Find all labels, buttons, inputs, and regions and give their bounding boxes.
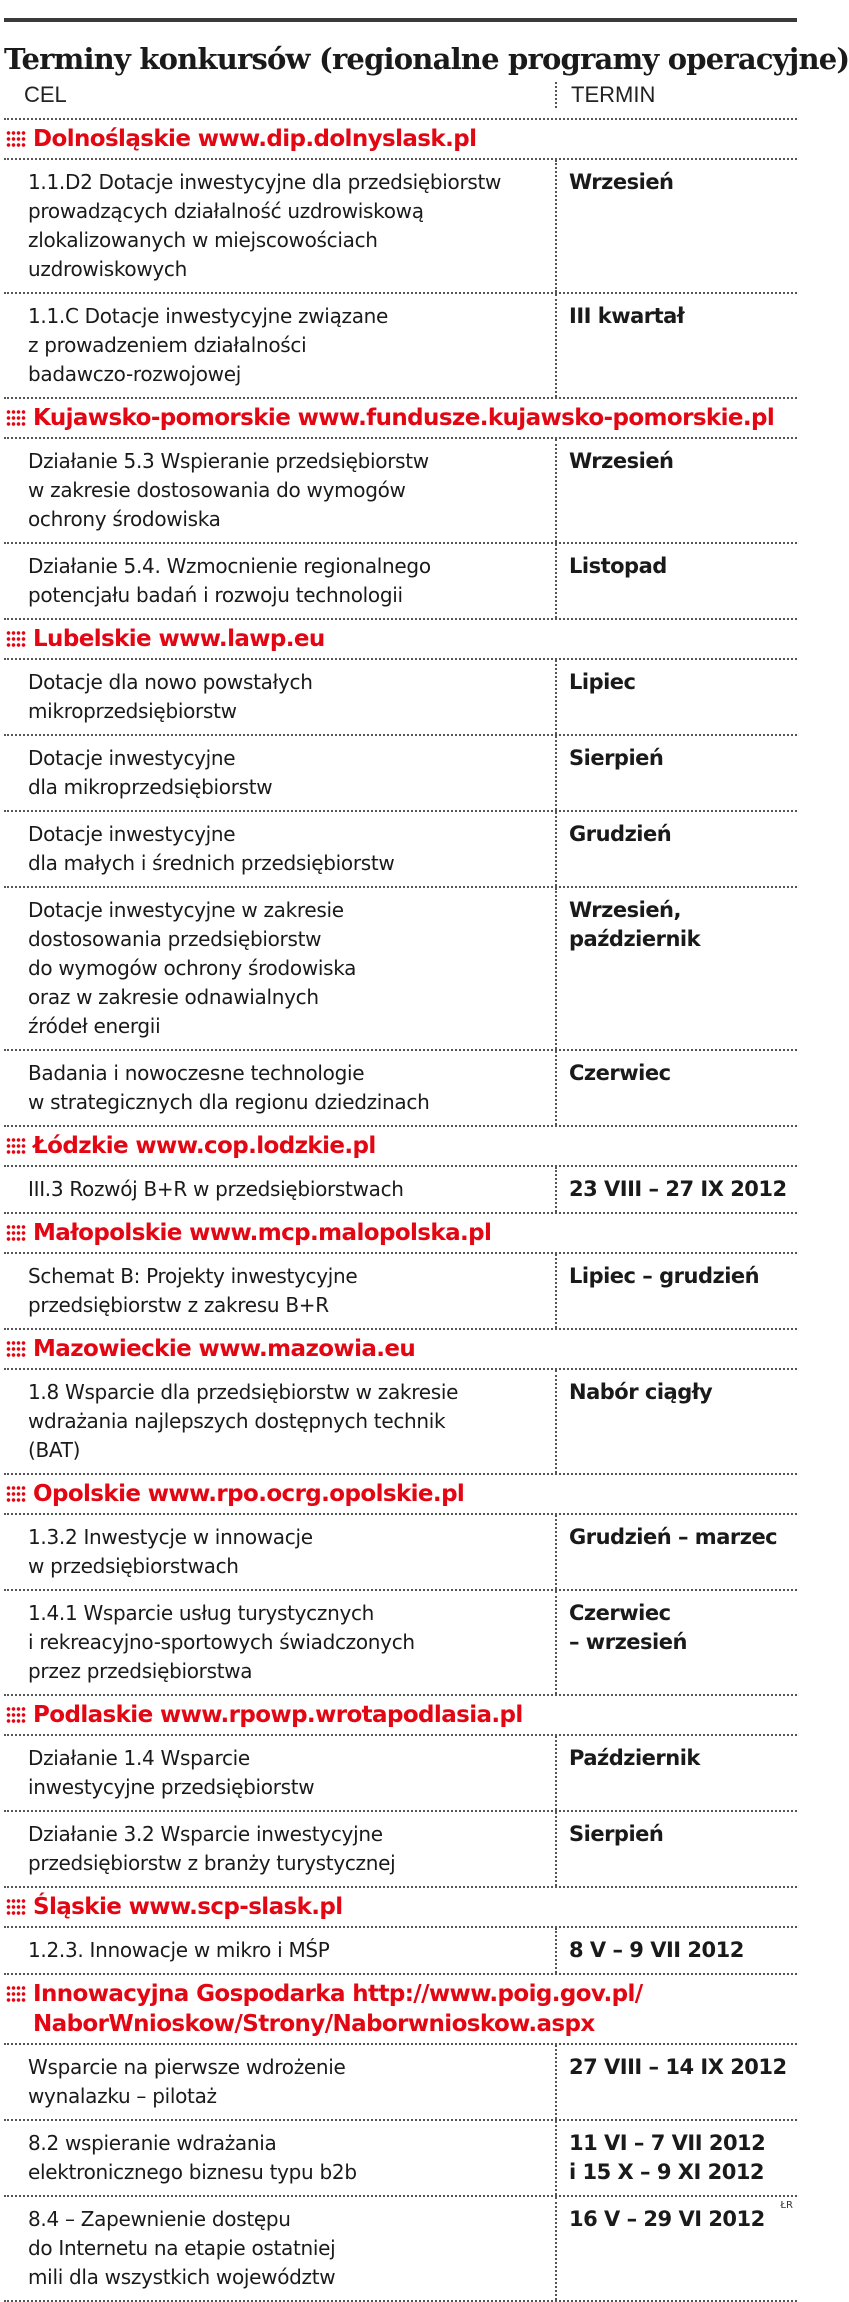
cel-cell: 1.1.D2 Dotacje inwestycyjne dla przedsiębiorstw prowadzących działalność uzdrowiskową zlokalizowanych w miejscowościach uzdrowiskowych [28,170,502,281]
termin-cell: Czerwiec – wrzesień [555,1591,797,1694]
termin-cell: Nabór ciągły [555,1370,797,1473]
dotted-grid-icon [6,130,26,148]
cel-cell: 1.1.C Dotacje inwestycyjne związane z prowadzeniem działalności badawczo-rozwojowej [28,304,389,386]
table-row [4,2121,797,2197]
termin-cell: Sierpień [555,736,797,810]
table-row [4,544,797,620]
section-title: Mazowieckie www.mazowia.eu [33,1336,416,1362]
cel-cell: Dotacje inwestycyjne w zakresie dostosowania przedsiębiorstw do wymogów ochrony środowiska oraz w zakresie odnawialnych źródeł energii [28,898,357,1038]
section-title: Śląskie www.scp-slask.pl [33,1894,343,1920]
table-row [4,1928,797,1975]
dotted-grid-icon [6,630,26,648]
cel-cell: Działanie 3.2 Wsparcie inwestycyjne przedsiębiorstw z branży turystycznej [28,1822,396,1875]
dotted-grid-icon [6,1706,26,1724]
cel-cell: Badania i nowoczesne technologie w strategicznych dla regionu dziedzinach [28,1061,430,1114]
table-row [4,439,797,544]
table-row [4,1591,797,1696]
cel-cell: Dotacje dla nowo powstałych mikroprzedsiębiorstw [28,670,313,723]
termin-cell: Czerwiec [555,1051,797,1125]
cel-cell: 1.8 Wsparcie dla przedsiębiorstw w zakresie wdrażania najlepszych dostępnych technik (BAT) [28,1380,459,1462]
termin-cell: Grudzień – marzec [555,1515,797,1589]
cel-cell: Dotacje inwestycyjne dla mikroprzedsiębiorstw [28,746,273,799]
section-title: Małopolskie www.mcp.malopolska.pl [33,1220,492,1246]
section-header [4,1975,797,2045]
table-row [4,1736,797,1812]
section-header [4,1214,797,1254]
cel-cell: III.3 Rozwój B+R w przedsiębiorstwach [28,1177,404,1201]
column-header-cel: CEL [24,82,67,107]
table-row [4,812,797,888]
dotted-grid-icon [6,1340,26,1358]
author-credit: ŁR [780,2200,793,2211]
termin-cell: Wrzesień, październik [555,888,797,1049]
dotted-grid-icon [6,1485,26,1503]
cel-cell: 1.3.2 Inwestycje w innowacje w przedsiębiorstwach [28,1525,313,1578]
dotted-grid-icon [6,1985,26,2003]
section-title: Łódzkie www.cop.lodzkie.pl [33,1133,376,1159]
dotted-grid-icon [6,1224,26,1242]
termin-cell: Sierpień [555,1812,797,1886]
table-row [4,1370,797,1475]
dotted-grid-icon [6,409,26,427]
dotted-grid-icon [6,1137,26,1155]
section-header [4,620,797,660]
section-header [4,1127,797,1167]
termin-cell: 16 V – 29 VI 2012 [555,2197,797,2300]
cel-cell: Schemat B: Projekty inwestycyjne przedsiębiorstw z zakresu B+R [28,1264,358,1317]
section-title: Dolnośląskie www.dip.dolnyslask.pl [33,126,477,152]
cel-cell: 1.2.3. Innowacje w mikro i MŚP [28,1938,330,1962]
cel-cell: Działanie 5.3 Wspieranie przedsiębiorstw w zakresie dostosowania do wymogów ochrony środowiska [28,449,429,531]
section-title: Podlaskie www.rpowp.wrotapodlasia.pl [33,1702,523,1728]
termin-cell: 8 V – 9 VII 2012 [555,1928,797,1973]
table-body [4,120,797,2302]
table-row [4,660,797,736]
termin-cell: Lipiec – grudzień [555,1254,797,1328]
cel-cell: 1.4.1 Wsparcie usług turystycznych i rekreacyjno-sportowych świadczonych przez przedsiębiorstwa [28,1601,415,1683]
table-row [4,160,797,294]
table-row [4,1051,797,1127]
termin-cell: 27 VIII – 14 IX 2012 [555,2045,797,2119]
section-header [4,1888,797,1928]
termin-cell: Październik [555,1736,797,1810]
termin-cell: Lipiec [555,660,797,734]
table-row [4,1515,797,1591]
termin-cell: 11 VI – 7 VII 2012 i 15 X – 9 XI 2012 [555,2121,797,2195]
cel-cell: Wsparcie na pierwsze wdrożenie wynalazku – pilotaż [28,2055,346,2108]
page [0,18,849,2289]
column-header-termin: TERMIN [555,82,797,108]
section-header [4,1696,797,1736]
cel-cell: Działanie 5.4. Wzmocnienie regionalnego potencjału badań i rozwoju technologii [28,554,431,607]
termin-cell: Wrzesień [555,439,797,542]
termin-cell: Listopad [555,544,797,618]
section-title: Opolskie www.rpo.ocrg.opolskie.pl [33,1481,465,1507]
top-rule [4,18,797,22]
table-row [4,1254,797,1330]
section-title: Lubelskie www.lawp.eu [33,626,325,652]
termin-cell: III kwartał [555,294,797,397]
section-title: Kujawsko-pomorskie www.fundusze.kujawsko-pomorskie.pl [33,405,775,431]
section-title: Innowacyjna Gospodarka http://www.poig.gov.pl/ NaborWnioskow/Strony/Naborwnioskow.aspx [33,1981,643,2037]
table-header [4,76,797,120]
termin-cell: Grudzień [555,812,797,886]
page-title: Terminy konkursów (regionalne programy operacyjne) [4,42,849,76]
section-header [4,1330,797,1370]
table-row [4,2045,797,2121]
cel-cell: Działanie 1.4 Wsparcie inwestycyjne przedsiębiorstw [28,1746,315,1799]
table-row [4,736,797,812]
section-header [4,120,797,160]
table-row [4,2197,797,2302]
termin-cell: 23 VIII – 27 IX 2012 [555,1167,797,1212]
section-header [4,1475,797,1515]
dotted-grid-icon [6,1898,26,1916]
termin-cell: Wrzesień [555,160,797,292]
cel-cell: 8.2 wspieranie wdrażania elektronicznego biznesu typu b2b [28,2131,357,2184]
section-header [4,399,797,439]
cel-cell: Dotacje inwestycyjne dla małych i średnich przedsiębiorstw [28,822,395,875]
table-row [4,888,797,1051]
table-row [4,1167,797,1214]
cel-cell: 8.4 – Zapewnienie dostępu do Internetu na etapie ostatniej mili dla wszystkich województw [28,2207,336,2289]
table-row [4,1812,797,1888]
table-row [4,294,797,399]
